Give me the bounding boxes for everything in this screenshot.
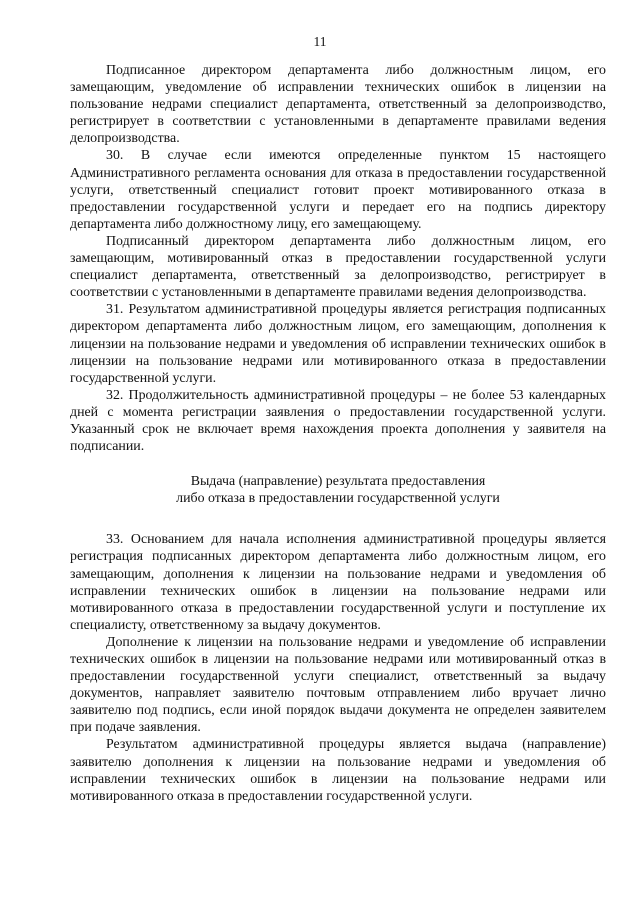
- spacer: [70, 507, 606, 531]
- paragraph-31: 31. Результатом административной процедуры является регистрация подписанных директором департамента либо должностным лицом, его замещающим, дополнения к лицензии на пользование недрами и уведомления об исправлении технических ошибок в лицензии на пользование недрами или мотивированного отказа в предоставлении государственной услуги.: [70, 302, 606, 386]
- page-number: 11: [313, 34, 327, 49]
- section-heading-line-1: Выдача (направление) результата предоставления: [190, 474, 486, 490]
- paragraph-signed-refusal-registration: Подписанный директором департамента либо должностным лицом, его замещающим, мотивированный отказ в предоставлении государственной услуги специалист департамента, ответственный за делопроизводство, регистрирует в соответствии с установленными в департаменте правилами ведения делопроизводства.: [70, 233, 606, 301]
- paragraph-32: 32. Продолжительность административной процедуры – не более 53 календарных дней с момента регистрации заявления о предоставлении государственной услуги. Указанный срок не включает время нахождения проекта дополнения у заявителя на подписании.: [70, 387, 606, 455]
- paragraph-33: 33. Основанием для начала исполнения административной процедуры является регистрация подписанных директором департамента либо должностным лицом, его замещающим, дополнения к лицензии на пользование недрами и уведомления об исправлении технических ошибок в лицензии на пользование недрами или мотивированного отказа в предоставлении государственной услуги и поступление их специалисту, ответственному за выдачу документов.: [70, 532, 606, 633]
- document-body: [70, 62, 606, 805]
- paragraph-30: 30. В случае если имеются определенные пунктом 15 настоящего Административного регламента основания для отказа в предоставлении государственной услуги, ответственный специалист готовит проект мотивированного отказа в предоставлении государственной услуги и передает его на подпись директору департамента либо должностному лицу, его замещающему.: [70, 148, 606, 232]
- section-heading-line-2: либо отказа в предоставлении государственной услуги: [176, 491, 500, 507]
- paragraph-delivery-method: Дополнение к лицензии на пользование недрами и уведомление об исправлении технических ошибок в лицензии на пользование недрами или мотивированный отказ в предоставлении государственной услуги специалист, ответственный за выдачу документов, направляет заявителю почтовым отправлением либо вручает лично заявителю под подпись, если иной порядок выдачи документа не определен заявителем при подаче заявления.: [70, 634, 606, 736]
- paragraph-signed-notification-registration: Подписанное директором департамента либо должностным лицом, его замещающим, уведомление об исправлении технических ошибок в лицензии на пользование недрами специалист департамента, ответственный за делопроизводство, регистрирует в соответствии с установленными в департаменте правилами ведения делопроизводства.: [70, 63, 606, 147]
- spacer: [70, 455, 606, 473]
- paragraph-procedure-result: Результатом административной процедуры является выдача (направление) заявителю дополнения к лицензии на пользование недрами и уведомления об исправлении технических ошибок в лицензии на пользование недрами или мотивированного отказа в предоставлении государственной услуги.: [70, 737, 606, 804]
